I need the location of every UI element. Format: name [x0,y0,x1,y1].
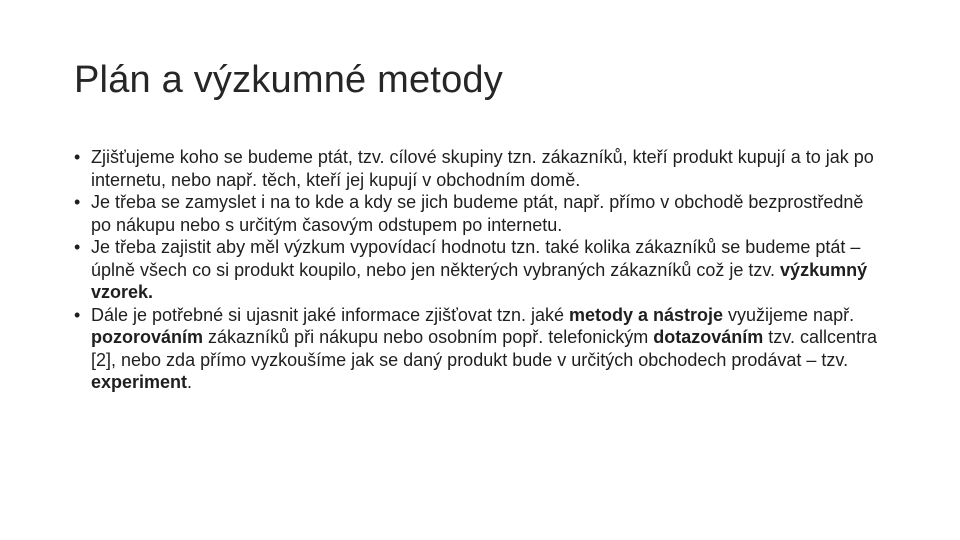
bullet-list [74,146,886,394]
bullet-text: Je třeba zajistit aby měl výzkum vypovídací hodnotu tzn. také kolika zákazníků se budeme ptát – úplně všech co si produkt koupilo, nebo jen některých vybraných zákazníků což je tzv. [91,237,861,280]
bullet-text: tzv. callcentra [2], nebo zda přímo vyzkoušíme jak se daný produkt bude v určitých obchodech prodávat – tzv. [91,327,878,370]
bullet-dot: • [74,304,81,325]
bullet-text: Zjišťujeme koho se budeme ptát, tzv. cílové skupiny tzn. zákazníků, kteří produkt kupují a to jak po internetu, nebo např. těch, kteří jej kupují v obchodním domě. [91,147,874,190]
bullet-item [74,304,886,394]
bullet-text: využijeme např. [723,304,855,325]
bullet-text-bold: pozorováním [91,327,204,347]
bullet-text: Dále je potřebné si ujasnit jaké informace zjišťovat tzn. jaké [91,304,569,325]
bullet-text-bold: dotazováním [653,327,764,347]
bullet-text-bold: metody a nástroje [568,304,724,325]
bullet-text: zákazníků při nákupu nebo osobním popř. telefonickým [203,327,654,347]
bullet-dot: • [74,237,81,257]
bullet-text-bold: výzkumný vzorek. [91,259,868,302]
bullet-text: . [187,372,193,392]
slide-title: Plán a výzkumné metody [74,59,503,101]
bullet-item [74,236,886,304]
bullet-dot: • [74,192,81,212]
bullet-item [74,146,886,191]
bullet-text: Je třeba se zamyslet i na to kde a kdy se jich budeme ptát, např. přímo v obchodě bezprostředně po nákupu nebo s určitým časovým odstupem po internetu. [91,192,864,235]
bullet-text-bold: experiment [91,372,188,392]
bullet-item [74,191,886,236]
bullet-dot: • [74,147,81,167]
